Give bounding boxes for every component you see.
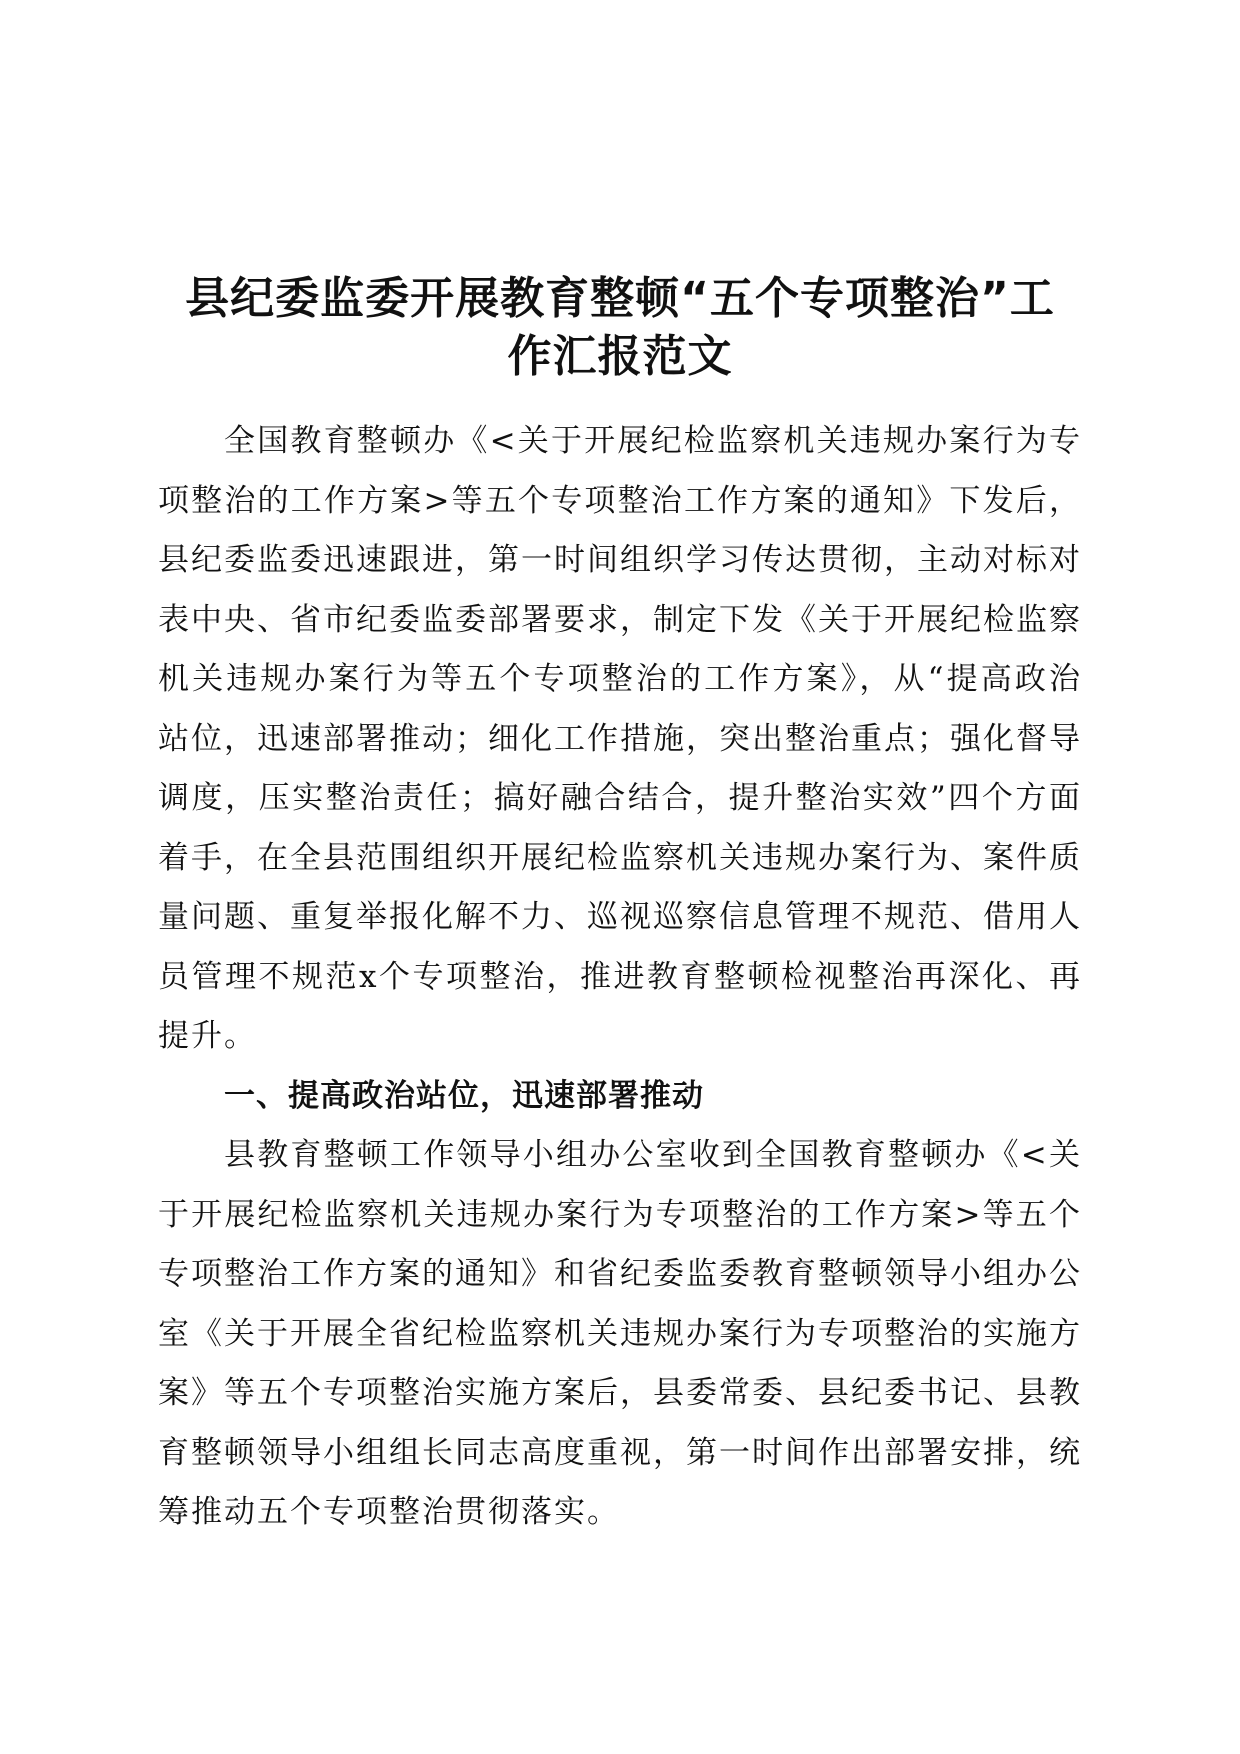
paragraph-intro: 全国教育整顿办《<关于开展纪检监察机关违规办案行为专项整治的工作方案>等五个专项整治工作方案的通知》下发后，县纪委监委迅速跟进，第一时间组织学习传达贯彻，主动对标对表中央、省市纪委监委部署要求，制定下发《关于开展纪检监察机关违规办案行为等五个专项整治的工作方案》，从“提高政治站位，迅速部署推动；细化工作措施，突出整治重点；强化督导调度，压实整治责任；搞好融合结合，提升整治实效”四个方面着手，在全县范围组织开展纪检监察机关违规办案行为、案件质量问题、重复举报化解不力、巡视巡察信息管理不规范、借用人员管理不规范x个专项整治，推进教育整顿检视整治再深化、再提升。 bbox=[158, 423, 1082, 1054]
section-heading-1: 一、提高政治站位，迅速部署推动 bbox=[224, 1077, 704, 1114]
title-line-2: 作汇报范文 bbox=[507, 331, 733, 382]
document-title bbox=[150, 270, 1090, 386]
paragraph-section-1: 县教育整顿工作领导小组办公室收到全国教育整顿办《<关于开展纪检监察机关违规办案行为专项整治的工作方案>等五个专项整治工作方案的通知》和省纪委监委教育整顿领导小组办公室《关于开展全省纪检监察机关违规办案行为专项整治的实施方案》等五个专项整治实施方案后，县委常委、县纪委书记、县教育整顿领导小组组长同志高度重视，第一时间作出部署安排，统筹推动五个专项整治贯彻落实。 bbox=[158, 1137, 1082, 1530]
document-body bbox=[158, 412, 1082, 1543]
title-line-1: 县纪委监委开展教育整顿“五个专项整治”工 bbox=[185, 273, 1055, 324]
